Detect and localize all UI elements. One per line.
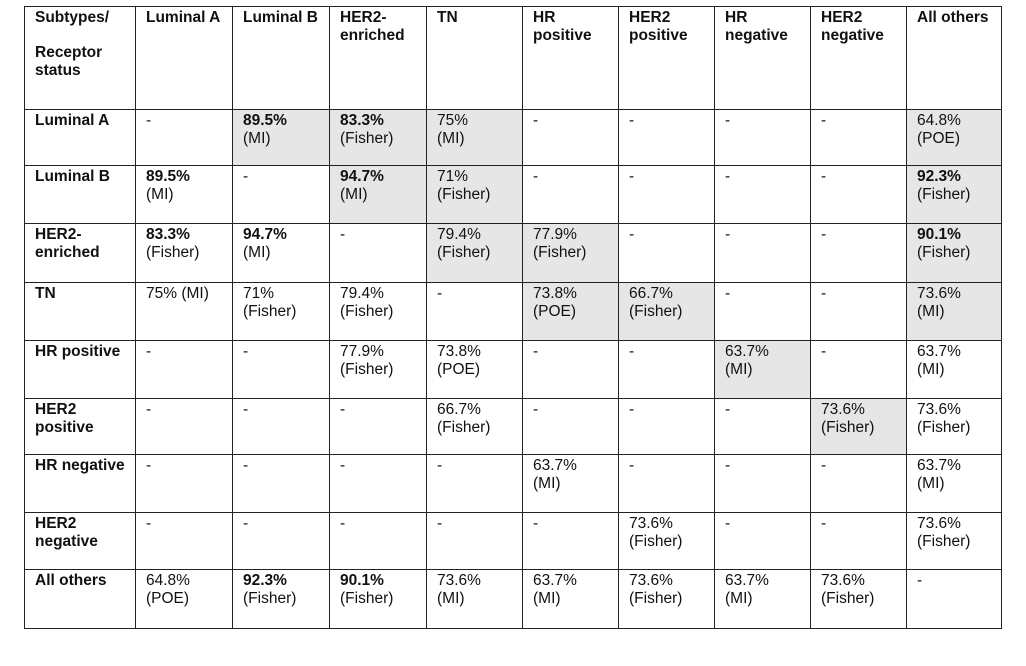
- cell-test: (MI): [243, 130, 271, 147]
- table-cell: [715, 513, 811, 570]
- cell-value: -: [629, 401, 635, 418]
- table-cell: [715, 341, 811, 399]
- row-header: HR positive: [25, 341, 136, 399]
- cell-test: (Fisher): [917, 419, 971, 436]
- cell-value: 92.3%: [243, 572, 287, 589]
- row-header: Luminal B: [25, 166, 136, 224]
- cell-test: (Fisher): [917, 244, 971, 261]
- cell-test: (MI): [725, 590, 753, 607]
- table-cell: [427, 110, 523, 166]
- row-header: Luminal A: [25, 110, 136, 166]
- cell-test: (MI): [437, 590, 465, 607]
- cell-value: 73.6%: [917, 515, 961, 532]
- cell-value: -: [725, 457, 731, 474]
- cell-value: 63.7%: [917, 343, 961, 360]
- table-cell: [330, 283, 427, 341]
- table-cell: [907, 399, 1002, 455]
- table-cell: [330, 455, 427, 513]
- cell-value: -: [533, 343, 539, 360]
- cell-value: -: [629, 343, 635, 360]
- cell-value: -: [340, 457, 346, 474]
- cell-value: 73.6%: [629, 515, 673, 532]
- cell-value: 89.5%: [243, 112, 287, 129]
- table-cell: [811, 399, 907, 455]
- row-header: HER2 negative: [25, 513, 136, 570]
- table-row: [25, 455, 1002, 513]
- column-header: Luminal A: [136, 7, 233, 110]
- table-cell: [619, 513, 715, 570]
- table-cell: [523, 224, 619, 283]
- table-row: [25, 283, 1002, 341]
- cell-value: -: [629, 112, 635, 129]
- table-cell: [233, 166, 330, 224]
- table-cell: [811, 341, 907, 399]
- cell-value: 73.8%: [437, 343, 481, 360]
- cell-value: 64.8%: [146, 572, 190, 589]
- cell-value: 73.6%: [917, 285, 961, 302]
- table-cell: [619, 283, 715, 341]
- table-cell: [233, 570, 330, 629]
- table-cell: [330, 224, 427, 283]
- cell-test: (Fisher): [437, 419, 491, 436]
- column-header: HER2-enriched: [330, 7, 427, 110]
- cell-value: 83.3%: [340, 112, 384, 129]
- cell-value: -: [821, 515, 827, 532]
- table-cell: [523, 110, 619, 166]
- table-cell: [330, 341, 427, 399]
- cell-value: -: [917, 572, 923, 589]
- cell-value: 83.3%: [146, 226, 190, 243]
- table-cell: [619, 110, 715, 166]
- table-cell: [330, 166, 427, 224]
- cell-value: 64.8%: [917, 112, 961, 129]
- table-cell: [715, 166, 811, 224]
- table-cell: [136, 513, 233, 570]
- corner-header: [25, 7, 136, 110]
- table-cell: [136, 570, 233, 629]
- column-header: All others: [907, 7, 1002, 110]
- cell-value: -: [533, 401, 539, 418]
- table-cell: [811, 110, 907, 166]
- cell-value: -: [725, 515, 731, 532]
- row-header: HER2 positive: [25, 399, 136, 455]
- table-cell: [427, 570, 523, 629]
- table-cell: [330, 513, 427, 570]
- table-cell: [523, 166, 619, 224]
- cell-value: 73.8%: [533, 285, 577, 302]
- table-cell: [907, 341, 1002, 399]
- cell-test: (MI): [437, 130, 465, 147]
- corner-header-line1: Subtypes/: [35, 9, 110, 26]
- cell-test: (MI): [917, 475, 945, 492]
- cell-value: -: [821, 226, 827, 243]
- cell-value: 63.7%: [725, 572, 769, 589]
- table-cell: [233, 399, 330, 455]
- table-cell: [907, 224, 1002, 283]
- table-body: [25, 110, 1002, 629]
- table-cell: [907, 570, 1002, 629]
- table-cell: [715, 110, 811, 166]
- cell-test: (MI): [533, 475, 561, 492]
- cell-value: -: [725, 112, 731, 129]
- subtype-accuracy-table: [24, 6, 1002, 629]
- cell-value: -: [437, 285, 443, 302]
- table-cell: [330, 570, 427, 629]
- cell-value: 94.7%: [340, 168, 384, 185]
- cell-value: -: [243, 515, 249, 532]
- cell-value: -: [629, 457, 635, 474]
- table-cell: [811, 513, 907, 570]
- cell-value: 75%: [437, 112, 469, 129]
- table-row: [25, 399, 1002, 455]
- cell-test: (Fisher): [340, 590, 394, 607]
- table-cell: [136, 166, 233, 224]
- cell-test: (Fisher): [821, 590, 875, 607]
- table-cell: [136, 110, 233, 166]
- table-cell: [136, 224, 233, 283]
- cell-test: (POE): [533, 303, 577, 320]
- table-cell: [715, 399, 811, 455]
- cell-value: -: [146, 515, 152, 532]
- column-header: HER2 positive: [619, 7, 715, 110]
- cell-test: (Fisher): [821, 419, 875, 436]
- cell-test: (MI): [533, 590, 561, 607]
- row-header: HER2-enriched: [25, 224, 136, 283]
- cell-value: -: [243, 401, 249, 418]
- cell-value: 66.7%: [629, 285, 673, 302]
- table-cell: [715, 455, 811, 513]
- table-cell: [233, 283, 330, 341]
- cell-value: -: [533, 112, 539, 129]
- cell-value: -: [629, 168, 635, 185]
- cell-value: -: [146, 343, 152, 360]
- table-cell: [907, 110, 1002, 166]
- cell-value: 66.7%: [437, 401, 481, 418]
- table-row: [25, 513, 1002, 570]
- cell-value: 77.9%: [340, 343, 384, 360]
- cell-test: (MI): [725, 361, 753, 378]
- cell-value: 75% (MI): [146, 285, 209, 302]
- cell-test: (POE): [917, 130, 961, 147]
- cell-test: (POE): [437, 361, 481, 378]
- table-cell: [330, 399, 427, 455]
- cell-value: -: [146, 457, 152, 474]
- cell-value: 92.3%: [917, 168, 961, 185]
- column-header: TN: [427, 7, 523, 110]
- cell-value: -: [243, 168, 249, 185]
- cell-value: -: [437, 457, 443, 474]
- cell-value: -: [725, 285, 731, 302]
- cell-value: 63.7%: [533, 457, 577, 474]
- cell-value: -: [340, 226, 346, 243]
- cell-value: 73.6%: [821, 572, 865, 589]
- table-container: [24, 6, 1002, 629]
- cell-test: (Fisher): [437, 244, 491, 261]
- table-row: [25, 341, 1002, 399]
- table-cell: [619, 166, 715, 224]
- table-cell: [907, 166, 1002, 224]
- table-cell: [715, 224, 811, 283]
- table-cell: [427, 283, 523, 341]
- cell-value: -: [533, 168, 539, 185]
- cell-test: (MI): [917, 361, 945, 378]
- cell-value: -: [146, 112, 152, 129]
- table-cell: [233, 455, 330, 513]
- cell-test: (POE): [146, 590, 190, 607]
- table-cell: [523, 341, 619, 399]
- table-cell: [619, 341, 715, 399]
- cell-value: 89.5%: [146, 168, 190, 185]
- cell-value: -: [821, 168, 827, 185]
- cell-test: (Fisher): [340, 130, 394, 147]
- table-row: [25, 110, 1002, 166]
- cell-test: (Fisher): [340, 361, 394, 378]
- cell-value: -: [725, 168, 731, 185]
- table-cell: [811, 570, 907, 629]
- cell-test: (Fisher): [629, 533, 683, 550]
- table-cell: [523, 513, 619, 570]
- cell-value: 63.7%: [917, 457, 961, 474]
- table-cell: [523, 455, 619, 513]
- cell-value: 71%: [437, 168, 469, 185]
- cell-test: (MI): [340, 186, 368, 203]
- column-header: Luminal B: [233, 7, 330, 110]
- cell-value: 63.7%: [533, 572, 577, 589]
- cell-test: (Fisher): [629, 590, 683, 607]
- table-cell: [233, 341, 330, 399]
- cell-value: 90.1%: [917, 226, 961, 243]
- table-cell: [811, 224, 907, 283]
- column-header: HER2 negative: [811, 7, 907, 110]
- cell-value: 71%: [243, 285, 275, 302]
- cell-test: (MI): [146, 186, 174, 203]
- cell-test: (Fisher): [437, 186, 491, 203]
- cell-value: -: [821, 343, 827, 360]
- cell-value: 63.7%: [725, 343, 769, 360]
- cell-test: (Fisher): [340, 303, 394, 320]
- table-cell: [811, 455, 907, 513]
- cell-value: 73.6%: [629, 572, 673, 589]
- table-row: [25, 570, 1002, 629]
- table-cell: [233, 110, 330, 166]
- table-cell: [619, 224, 715, 283]
- cell-value: -: [340, 515, 346, 532]
- table-cell: [715, 283, 811, 341]
- cell-value: -: [821, 457, 827, 474]
- table-cell: [619, 455, 715, 513]
- table-row: [25, 166, 1002, 224]
- column-header: HR negative: [715, 7, 811, 110]
- cell-value: -: [243, 457, 249, 474]
- cell-value: 73.6%: [437, 572, 481, 589]
- cell-value: -: [629, 226, 635, 243]
- cell-value: -: [821, 285, 827, 302]
- row-header: HR negative: [25, 455, 136, 513]
- cell-value: 79.4%: [340, 285, 384, 302]
- cell-value: 77.9%: [533, 226, 577, 243]
- cell-value: -: [437, 515, 443, 532]
- cell-test: (Fisher): [146, 244, 200, 261]
- table-cell: [233, 224, 330, 283]
- table-cell: [619, 570, 715, 629]
- table-row: [25, 224, 1002, 283]
- table-cell: [523, 283, 619, 341]
- table-cell: [811, 283, 907, 341]
- cell-value: -: [533, 515, 539, 532]
- table-cell: [811, 166, 907, 224]
- table-cell: [136, 399, 233, 455]
- table-cell: [619, 399, 715, 455]
- table-cell: [427, 455, 523, 513]
- table-cell: [427, 341, 523, 399]
- row-header: TN: [25, 283, 136, 341]
- cell-test: (Fisher): [243, 590, 297, 607]
- table-cell: [907, 283, 1002, 341]
- table-cell: [427, 399, 523, 455]
- cell-test: (MI): [917, 303, 945, 320]
- cell-test: (Fisher): [243, 303, 297, 320]
- header-row: [25, 7, 1002, 110]
- cell-test: (MI): [243, 244, 271, 261]
- table-cell: [136, 283, 233, 341]
- cell-test: (Fisher): [629, 303, 683, 320]
- table-cell: [907, 455, 1002, 513]
- cell-test: (Fisher): [917, 533, 971, 550]
- cell-value: -: [340, 401, 346, 418]
- corner-header-line2: Receptor status: [35, 44, 103, 79]
- cell-value: 94.7%: [243, 226, 287, 243]
- cell-value: -: [725, 401, 731, 418]
- cell-value: 73.6%: [917, 401, 961, 418]
- row-header: All others: [25, 570, 136, 629]
- cell-value: -: [725, 226, 731, 243]
- table-cell: [715, 570, 811, 629]
- cell-test: (Fisher): [533, 244, 587, 261]
- cell-value: 90.1%: [340, 572, 384, 589]
- table-cell: [523, 399, 619, 455]
- table-cell: [907, 513, 1002, 570]
- table-cell: [427, 166, 523, 224]
- cell-value: 73.6%: [821, 401, 865, 418]
- column-header: HR positive: [523, 7, 619, 110]
- cell-value: -: [821, 112, 827, 129]
- table-cell: [523, 570, 619, 629]
- cell-value: 79.4%: [437, 226, 481, 243]
- table-cell: [233, 513, 330, 570]
- table-cell: [330, 110, 427, 166]
- cell-value: -: [243, 343, 249, 360]
- cell-value: -: [146, 401, 152, 418]
- table-cell: [427, 224, 523, 283]
- table-cell: [136, 341, 233, 399]
- table-cell: [427, 513, 523, 570]
- table-cell: [136, 455, 233, 513]
- cell-test: (Fisher): [917, 186, 971, 203]
